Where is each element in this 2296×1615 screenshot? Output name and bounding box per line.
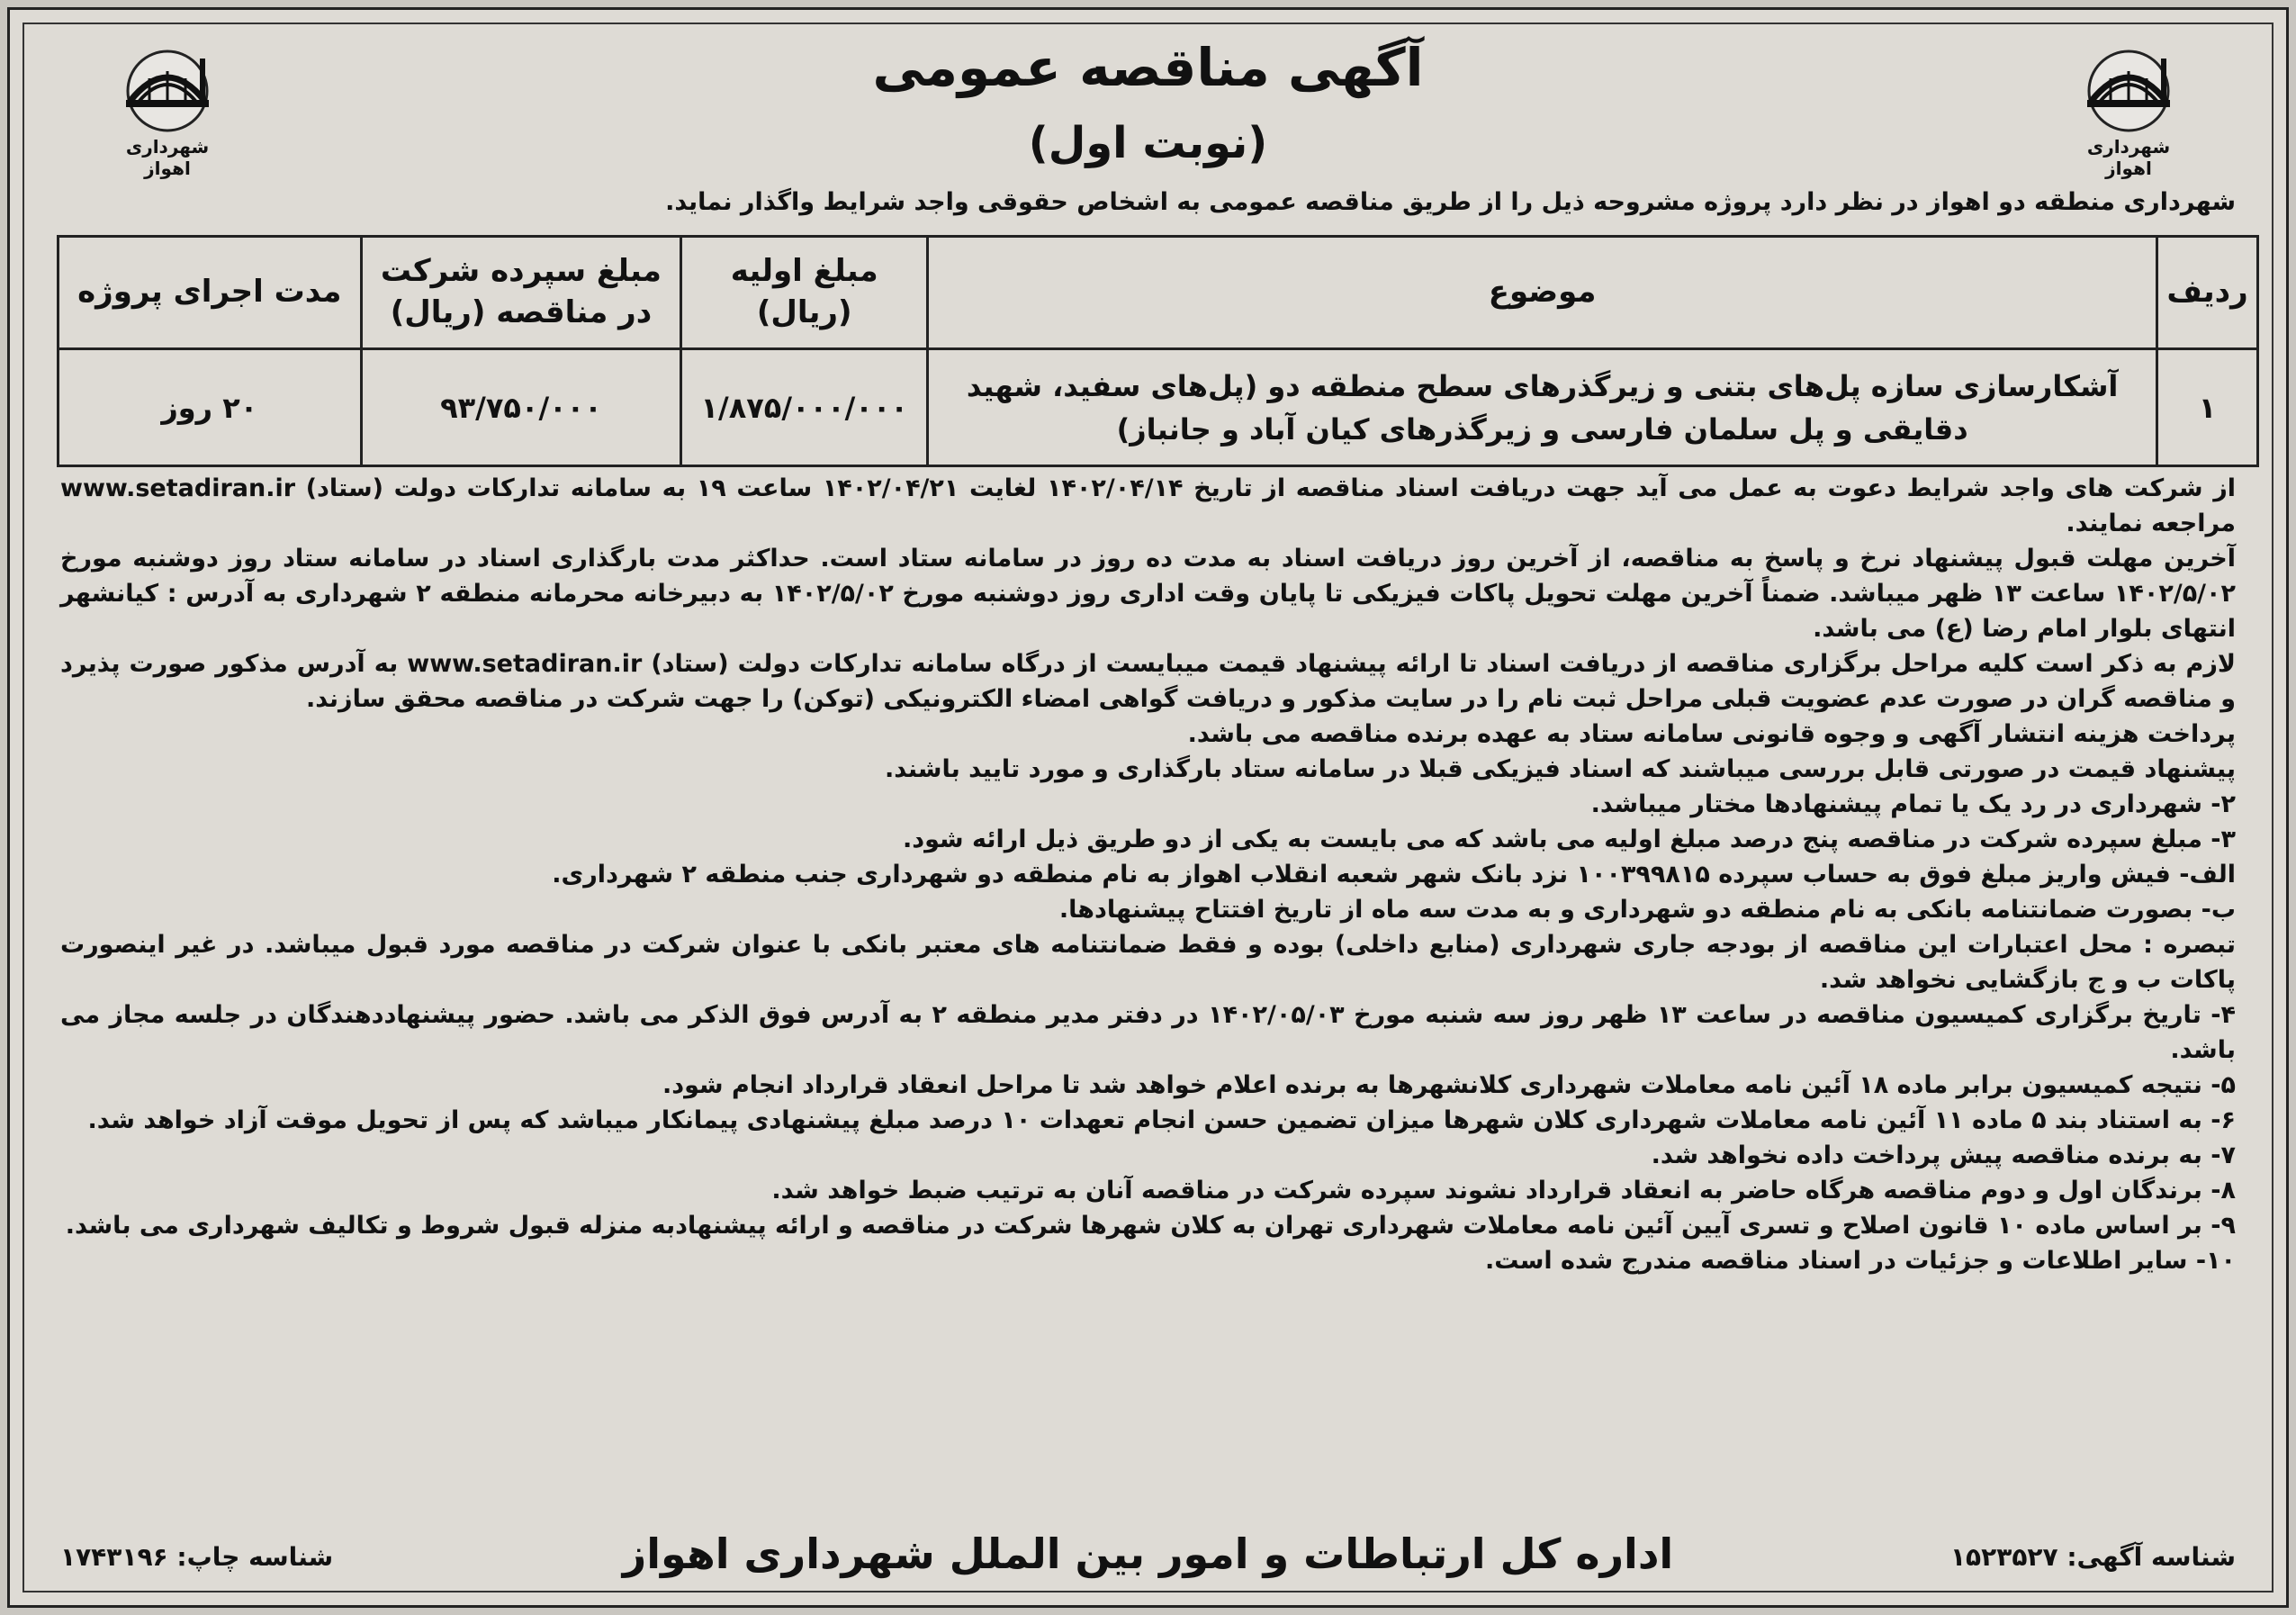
paragraph: ۹- بر اساس ماده ۱۰ قانون اصلاح و تسری آیین آئین نامه معاملات شهرداری تهران به کلان شهرها شرکت در مناقصه و ارائه پیشنهادبه منزله قبول شروط و تکالیف شهرداری می باشد. [65,1212,2236,1240]
table-row [59,349,2258,466]
paragraph: تبصره : محل اعتبارات این مناقصه از بودجه جاری شهرداری (منابع داخلی) بوده و فقط ضمانتنامه های معتبر بانکی با عنوان شرکت در مناقصه مورد قبول میباشد. در غیر اینصورت پاکات ب و ج بازگشایی نخواهد شد. [60,931,2236,994]
tender-table [57,235,2259,467]
cell-subject: آشکارسازی سازه پل‌های بتنی و زیرگذرهای سطح منطقه دو (پل‌های سفید، شهید دقایقی و پل سلمان فارسی و زیرگذرهای کیان آباد و جانباز) [928,349,2157,466]
paragraph: پرداخت هزینه انتشار آگهی و وجوه قانونی سامانه ستاد به عهده برنده مناقصه می باشد. [1187,720,2236,748]
logo-caption: شهرداری اهواز [125,136,210,179]
cell-row-number: ۱ [2157,349,2258,466]
paragraph: ۴- تاریخ برگزاری کمیسیون مناقصه در ساعت ۱۳ ظهر روز سه شنبه مورخ ۱۴۰۲/۰۵/۰۳ در دفتر مدیر منطقه ۲ به آدرس فوق الذکر می باشد. حضور پیشنهاددهندگان در جلسه مجاز می باشد. [60,1001,2236,1064]
notice-footer [60,1529,2236,1583]
print-id: شناسه چاپ: ۱۷۴۳۱۹۶ [60,1542,334,1572]
paragraph: ۲- شهرداری در رد یک یا تمام پیشنهادها مختار میباشد. [1590,790,2236,818]
notice-title: آگهی مناقصه عمومی [872,37,1424,98]
paragraph: ۶- به استناد بند ۵ ماده ۱۱ آئین نامه معاملات شهرداری کلان شهرها میزان تضمین حسن انجام تعهدات ۱۰ درصد مبلغ پیشنهادی پیمانکار میباشد که پس از تحویل موقت آزاد خواهد شد. [87,1106,2236,1134]
table-header-row [59,237,2258,349]
logo-caption: شهرداری اهواز [2086,136,2171,179]
notice-intro: شهرداری منطقه دو اهواز در نظر دارد پروژه مشروحه ذیل را از طریق مناقصه عمومی به اشخاص حقوقی واجد شرایط واگذار نماید. [665,188,2236,216]
paragraph: پیشنهاد قیمت در صورتی قابل بررسی میباشند که اسناد فیزیکی قبلا در سامانه ستاد بارگذاری و مورد تایید باشند. [885,755,2236,783]
paragraph: الف- فیش واریز مبلغ فوق به حساب سپرده ۱۰۰۳۹۹۸۱۵ نزد بانک شهر شعبه انقلاب اهواز به نام منطقه دو شهرداری جنب منطقه ۲ شهرداری. [552,861,2236,889]
paragraph: از شرکت های واجد شرایط دعوت به عمل می آید جهت دریافت اسناد مناقصه از تاریخ ۱۴۰۲/۰۴/۱۴ لغایت ۱۴۰۲/۰۴/۲۱ ساعت ۱۹ به سامانه تدارکات دولت (ستاد) www.setadiran.ir مراجعه نمایند. [60,474,2236,537]
header-deposit: مبلغ سپرده شرکت در مناقصه (ریال) [361,237,681,349]
newspaper-clipping [7,7,2289,1608]
header-subject: موضوع [928,237,2157,349]
department-name: اداره کل ارتباطات و امور بین الملل شهرداری اهواز [622,1529,1674,1578]
notice-subtitle: (نوبت اول) [1028,118,1268,168]
paragraph: ۳- مبلغ سپرده شرکت در مناقصه پنج درصد مبلغ اولیه می باشد که می بایست به یکی از دو طریق ذیل ارائه شود. [903,826,2236,853]
paragraph: ۱۰- سایر اطلاعات و جزئیات در اسناد مناقصه مندرج شده است. [1485,1247,2236,1275]
paragraph: ۸- برندگان اول و دوم مناقصه هرگاه حاضر به انعقاد قرارداد نشوند سپرده شرکت در مناقصه آنان به ترتیب ضبط خواهد شد. [771,1177,2236,1204]
paragraph: آخرین مهلت قبول پیشنهاد نرخ و پاسخ به مناقصه، از آخرین روز دریافت اسناد به مدت ده روز در سامانه ستاد است. حداکثر مدت بارگذاری اسناد در سامانه ستاد روز دوشنبه مورخ ۱۴۰۲/۵/۰۲ ساعت ۱۳ ظهر میباشد. ضمناً آخرین مهلت تحویل پاکات فیزیکی تا پایان وقت اداری روز دوشنبه مورخ ۱۴۰۲/۵/۰۲ به دبیرخانه محرمانه منطقه ۲ شهرداری به آدرس : کیانشهر انتهای بلوار امام رضا (ع) می باشد. [60,545,2237,643]
cell-duration: ۲۰ روز [59,349,362,466]
paragraph: ب- بصورت ضمانتنامه بانکی به نام منطقه دو شهرداری و به مدت سه ماه از تاریخ افتتاح پیشنهادها. [1058,896,2236,924]
paragraph: ۷- به برنده مناقصه پیش پرداخت داده نخواهد شد. [1651,1141,2236,1169]
cell-base-amount: ۱/۸۷۵/۰۰۰/۰۰۰ [681,349,928,466]
paragraph: لازم به ذکر است کلیه مراحل برگزاری مناقصه از دریافت اسناد تا ارائه پیشنهاد قیمت میبایست از درگاه سامانه تدارکات دولت (ستاد) www.setadiran.ir به آدرس مذکور صورت پذیرد و مناقصه گران در صورت عدم عضویت قبلی مراحل ثبت نام را در سایت مذکور و دریافت گواهی امضاء الکترونیکی (توکن) را جهت شرکت در مناقصه محقق سازند. [60,650,2236,713]
header-row-number: ردیف [2157,237,2258,349]
header-duration: مدت اجرای پروژه [59,237,362,349]
ad-id: شناسه آگهی: ۱۵۲۳۵۲۷ [1949,1542,2236,1572]
notice-body [60,471,2236,1278]
paragraph: ۵- نتیجه کمیسیون برابر ماده ۱۸ آئین نامه معاملات شهرداری کلانشهرها به برنده اعلام خواهد شد تا مراحل انعقاد قرارداد انجام شود. [662,1071,2236,1099]
cell-deposit: ۹۳/۷۵۰/۰۰۰ [361,349,681,466]
header-base-amount: مبلغ اولیه (ریال) [681,237,928,349]
